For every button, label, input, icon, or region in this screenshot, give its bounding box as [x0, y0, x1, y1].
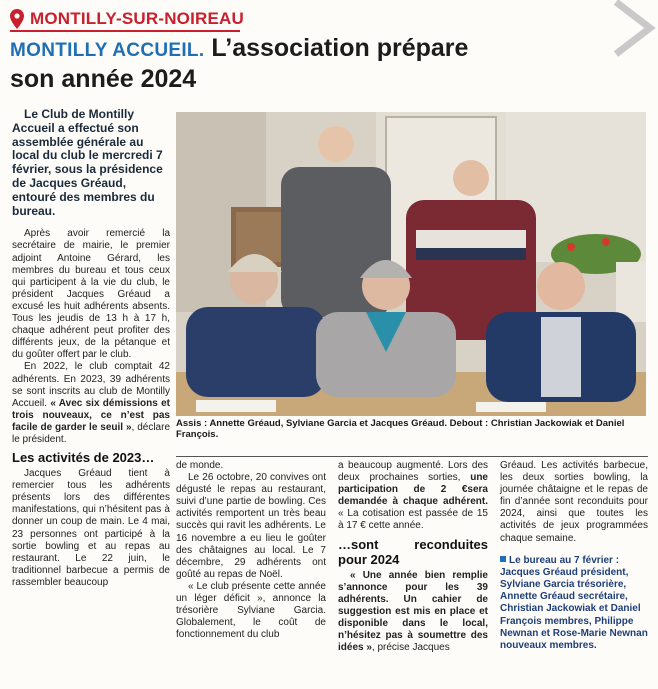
headline-lead: MONTILLY ACCUEIL. — [10, 40, 205, 61]
col1-p2-text: En 2022, le club comptait 42 adhérents. En 2023, 39 adhérents se sont inscrits au club de Montilly Accueil. — [12, 361, 170, 409]
article-kicker — [10, 6, 244, 32]
col1-p2-quote: « Avec six démissions et trois nouveaux, ce n’est pas facile de garder le seuil » — [12, 397, 171, 433]
col2-paragraph-1: Le 26 octobre, 20 convives ont dégusté le repas au restaurant, suivi d’une partie de bowling. Ces activités remportent un très beau succès qui ravit les adhérents. Le 16 novembre a eu lieu le goûter des châtaignes au local. Le 7 décembre, 29 adhérents ont goûté au repas de Noël. — [176, 472, 326, 580]
col3-p1-quote: « Une année bien remplie s’annonce pour les 39 adhérents. Un cahier de suggestion est mis en place et disponible dans le local, n’hésitez pas à soumettre des idées » — [338, 569, 488, 654]
subheading-activities-2023: Les activités de 2023… — [12, 450, 155, 466]
col1-paragraph-1: Après avoir remercié la secrétaire de mairie, le premier adjoint Antoine Gérard, les membres du bureau et tous ceux qui participent à la vie du club, le président Jacques Gréaud a excusé les huit adhérents absents. Tous les jeudis de 13 h à 17 h, chaque adhérent peut profiter des différents jeux, de la pétanque et du goûter offert par le club. — [12, 228, 170, 361]
col1-paragraph-2 — [12, 361, 170, 446]
col4-paragraph-0: Gréaud. Les activités barbecue, les deux sorties bowling, la journée châtaigne et le repas de fin d’année sont reconduits pour 2024, ainsi que toutes les activités de jeux programmées chaque semaine. — [500, 460, 648, 544]
square-bullet-icon — [500, 556, 506, 562]
headline-title-line2: son année 2024 — [10, 65, 197, 93]
col1-p2-end: , déclare le président. — [12, 421, 171, 445]
column-3 — [338, 460, 488, 654]
kicker-town: MONTILLY-SUR-NOIREAU — [30, 9, 244, 28]
article-intro: Le Club de Montilly Accueil a effectué son assemblée générale au local du club le mercredi 7 février, sous la présidence de Jacques Gréaud, entouré des membres du bureau. — [12, 107, 163, 218]
photo-caption: Assis : Annette Gréaud, Sylviane Garcia et Jacques Gréaud. Debout : Christian Jackowiak et Daniel François. — [176, 418, 625, 440]
col2-paragraph-0: de monde. — [176, 460, 224, 471]
col3-p0-a: a beaucoup augmenté. Lors des deux prochaines sorties, — [338, 460, 488, 484]
column-4 — [500, 460, 648, 652]
col2-paragraph-2: « Le club présente cette année un léger déficit », annonce la trésorière Sylviane Garcia. Globalement, le coût de fonctionnement du club — [176, 580, 326, 641]
kicker-underline — [10, 30, 240, 32]
board-box — [500, 555, 648, 653]
col3-p0-b: une participation de 2 €sera demandée à chaque adhérent. — [338, 472, 488, 508]
board-box-heading: Le bureau au 7 février : — [509, 554, 620, 566]
col3-p1-end: , précise Jacques — [371, 642, 450, 654]
article-photo — [176, 112, 646, 416]
caption-divider — [176, 456, 648, 457]
map-pin-icon — [10, 9, 24, 29]
chevron-right-icon[interactable] — [598, 0, 658, 60]
col3-p0-c: « La cotisation est passée de 15 à 17 € cette année. — [338, 508, 488, 532]
headline-title-line1: L’association prépare — [211, 34, 469, 62]
article-headline — [10, 34, 570, 94]
col3-paragraph-1 — [338, 570, 488, 655]
board-box-body: Jacques Gréaud président, Sylviane Garcia trésorière, Annette Gréaud secrétaire, Christian Jackowiak et Daniel François membres, Philippe Newnan et Rose-Marie Newnan nouveaux membres. — [500, 566, 648, 652]
col3-paragraph-0 — [338, 460, 488, 533]
column-1 — [12, 108, 170, 589]
col1-paragraph-3: Jacques Gréaud tient à remercier tous les adhérents présents lors des différentes manifestations, qui n’hésitent pas à donner un coup de main. Le 4 mai, 23 personnes ont participé à la sortie bowling et au repas au restaurant. Le 22 juin, le traditionnel barbecue a permis de rassembler beaucoup — [12, 468, 170, 588]
subheading-renewed-2024: …sont reconduites pour 2024 — [338, 536, 488, 567]
group-photo — [176, 112, 646, 416]
column-2 — [176, 460, 326, 641]
